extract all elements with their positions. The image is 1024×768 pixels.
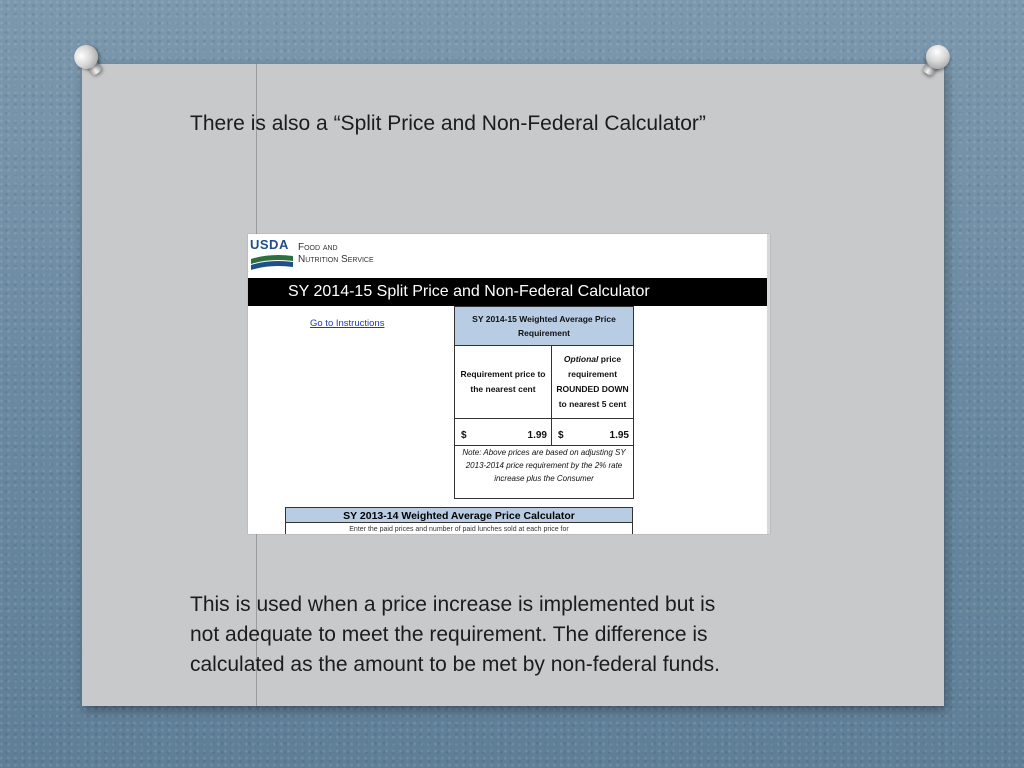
calculator-section-header: SY 2013-14 Weighted Average Price Calculator xyxy=(285,507,633,523)
calculator-screenshot xyxy=(248,234,770,534)
agency-line-1: Food and xyxy=(298,242,338,253)
usda-wordmark: USDA xyxy=(250,237,289,252)
optional-price-cell xyxy=(552,419,634,446)
body-line: not adequate to meet the requirement. The difference is xyxy=(190,623,708,646)
weighted-average-price-table xyxy=(454,306,634,499)
slide-heading: There is also a “Split Price and Non-Federal Calculator” xyxy=(190,112,706,135)
requirement-price-cell xyxy=(455,419,552,446)
price-note: Note: Above prices are based on adjusting SY 2013-2014 price requirement by the 2% rate increase plus the Consumer xyxy=(455,446,634,499)
optional-price-label-rest: price requirement ROUNDED DOWN to nearest 5 cent xyxy=(556,354,629,409)
currency-symbol: $ xyxy=(461,429,467,441)
requirement-price-label: Requirement price to the nearest cent xyxy=(455,346,552,419)
agency-name xyxy=(298,242,374,266)
currency-symbol: $ xyxy=(558,429,564,441)
scrollbar-edge xyxy=(767,234,770,534)
body-line: This is used when a price increase is implemented but is xyxy=(190,593,716,616)
optional-price-label xyxy=(552,346,634,419)
body-line: calculated as the amount to be met by non-federal funds. xyxy=(190,653,720,676)
optional-price-value: 1.95 xyxy=(609,429,629,441)
wap-header: SY 2014-15 Weighted Average Price Requirement xyxy=(455,307,634,346)
calculator-title: SY 2014-15 Split Price and Non-Federal Calculator xyxy=(248,278,770,306)
calculator-instructions: Enter the paid prices and number of paid lunches sold at each price for xyxy=(285,523,633,534)
go-to-instructions-link[interactable]: Go to Instructions xyxy=(310,318,385,329)
requirement-price-value: 1.99 xyxy=(527,429,547,441)
optional-word: Optional xyxy=(563,354,599,364)
slide-body xyxy=(190,590,830,680)
agency-line-2: Nutrition Service xyxy=(298,254,374,265)
